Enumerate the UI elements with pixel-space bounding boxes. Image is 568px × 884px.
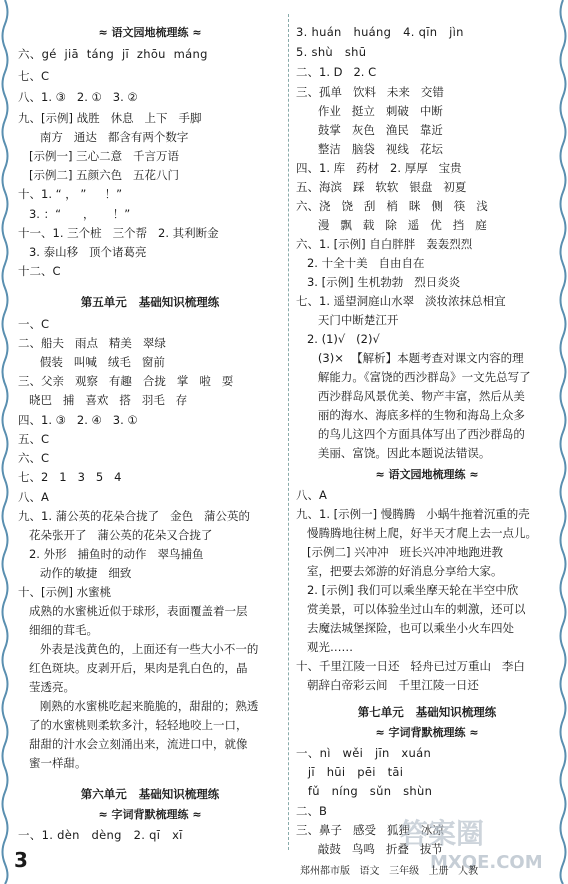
unit-5-heading: 第五单元 基础知识梳理练 [80, 295, 220, 309]
answer-line: 一、C [18, 317, 50, 331]
answer-line: 成熟的水蜜桃近似于球形，表面覆盖着一层 [18, 604, 248, 618]
answer-line: 2. 十全十美 自由自在 [296, 256, 425, 270]
answer-line: 鼓掌 灰色 渔民 靠近 [296, 123, 443, 137]
answer-line: 十、1. “ ， ” ！” [18, 187, 123, 201]
answer-line: (3)× 【解析】本题考查对课文内容的理 [296, 351, 524, 365]
answer-line: 一、1. dèn dèng 2. qī xī [18, 828, 183, 842]
section-heading-zici-2: ≈ 字词背默梳理练 ≈ [375, 726, 479, 739]
answer-line: 七、2 1 3 5 4 [18, 470, 122, 484]
answer-line: 二、B [296, 804, 327, 818]
answer-line: 5. shù shū [296, 45, 367, 59]
answer-line: 去魔法城堡探险，也可以乘坐小火车四处 [296, 621, 514, 635]
answer-line: 六、浇 饶 刮 梢 眯 侧 筷 浅 [296, 199, 488, 213]
right-wave-border [558, 0, 568, 884]
answer-line: 的鸟儿这四个方面具体写出了西沙群岛的 [296, 427, 525, 441]
answer-line: 六、C [18, 451, 50, 465]
answer-line: 3. huán huáng 4. qīn jìn [296, 25, 464, 39]
answer-line: 三、孤单 饮料 未来 交错 [296, 85, 444, 99]
answer-line: 朝辞白帝彩云间 千里江陵一日还 [296, 678, 479, 692]
answer-line: 2. [示例] 我们可以乘坐摩天轮在半空中欣 [296, 583, 519, 597]
answer-line: 外表是浅黄色的，上面还有一些大小不一的 [18, 642, 259, 656]
answer-line: 五、海滨 踩 软软 银盘 初夏 [296, 180, 467, 194]
answer-line: 细细的茸毛。 [18, 623, 98, 637]
answer-line: 三、鼻子 感受 狐狸 冰凉 [296, 823, 444, 837]
answer-line: 室，把要去郊游的好消息分享给大家。 [296, 564, 503, 578]
page-number: 3 [14, 848, 28, 872]
column-divider [288, 14, 289, 850]
answer-line: [示例一] 三心二意 千言万语 [18, 149, 180, 163]
answer-line: 十、[示例] 水蜜桃 [18, 585, 112, 599]
answer-line: 二、1. D 2. C [296, 65, 377, 79]
answer-line: 晓巴 捕 喜欢 搭 羽毛 存 [18, 393, 188, 407]
watermark-logo: 答案圈 [400, 817, 485, 850]
answer-line: 甜甜的汁水会立刻涌出来，流进口中，就像 [18, 737, 248, 751]
answer-line: 作业 挺立 刺破 中断 [296, 104, 443, 118]
answer-line: 观光…… [296, 640, 353, 654]
answer-line: 3. [示例] 生机勃勃 烈日炎炎 [296, 275, 461, 289]
watermark-site: MXQE.COM [430, 852, 543, 873]
answer-line: 六、gé jiā táng jī zhōu máng [18, 47, 208, 61]
answer-line: 十二、C [18, 264, 61, 278]
answer-line: 五、C [18, 432, 50, 446]
answer-line: 八、A [296, 488, 327, 502]
answer-line: 整洁 脑袋 视线 花坛 [296, 142, 443, 156]
answer-line: 一、nì wěi jīn xuán [296, 746, 432, 760]
answer-line: 十、千里江陵一日还 轻舟已过万重山 李白 [296, 659, 525, 673]
answer-line: 美丽、富饶。因此本题说法错误。 [296, 446, 491, 460]
answer-line: 刚熟的水蜜桃吃起来脆脆的，甜甜的；熟透 [18, 699, 259, 713]
section-heading-yuwen-yuandi: ≈ 语文园地梳理练 ≈ [98, 26, 202, 39]
answer-line: 十一、1. 三个桩 三个帮 2. 其利断金 [18, 226, 219, 240]
answer-line: 四、1. 库 药材 2. 厚厚 宝贵 [296, 161, 462, 175]
answer-line: 3. 泰山移 顶个诸葛亮 [18, 245, 147, 259]
left-wave-border [0, 0, 10, 884]
answer-line: 3. ：“ ， ！” [18, 207, 131, 221]
answer-line: 漫 飘 载 除 遥 优 挡 庭 [296, 218, 487, 232]
answer-line: jī hūi pēi tāi [296, 765, 404, 779]
answer-line: 赏美景，可以体验坐过山车的刺激，还可以 [296, 602, 526, 616]
answer-line: 九、1. 蒲公英的花朵合拢了 金色 蒲公英的 [18, 509, 251, 523]
answer-line: 四、1. ③ 2. ④ 3. ① [18, 413, 138, 427]
answer-line: 花朵张开了 蒲公英的花朵又合拢了 [18, 528, 213, 542]
answer-line: 七、C [18, 69, 50, 83]
answer-line: 三、父亲 观察 有趣 合拢 掌 啦 耍 [18, 374, 234, 388]
section-heading-zici: ≈ 字词背默梳理练 ≈ [98, 808, 202, 821]
answer-line: 2. (1)√ (2)√ [296, 332, 380, 346]
answer-line: 九、[示例] 战胜 休息 上下 手脚 [18, 111, 202, 125]
answer-line: 南方 通达 都含有两个数字 [18, 130, 189, 144]
answer-line: 假装 叫喊 绒毛 窗前 [18, 355, 165, 369]
answer-line: [示例二] 五颜六色 五花八门 [18, 168, 180, 182]
answer-line: 丽的海水、海底多样的生物和海岛上众多 [296, 408, 525, 422]
section-heading-yuwen-yuandi-2: ≈ 语文园地梳理练 ≈ [375, 468, 479, 481]
unit-6-heading: 第六单元 基础知识梳理练 [80, 787, 220, 801]
answer-line: 六、1. [示例] 自白胖胖 轰轰烈烈 [296, 237, 473, 251]
answer-line: 敲鼓 鸟鸣 折叠 拔节 [296, 842, 443, 856]
answer-line: 2. 外形 捕鱼时的动作 翠鸟捕鱼 [18, 547, 204, 561]
answer-line: 九、1. [示例一] 慢腾腾 小蜗牛拖着沉重的壳 [296, 507, 530, 521]
answer-line: 八、A [18, 490, 49, 504]
unit-7-heading: 第七单元 基础知识梳理练 [357, 705, 497, 719]
answer-line: 西沙群岛风景优美、物产丰富，然后从美 [296, 389, 525, 403]
answer-line: 莹透亮。 [18, 680, 75, 694]
answer-line: 慢腾腾地往树上爬，好半天才爬上去一点儿。 [296, 526, 537, 540]
answer-line: [示例二] 兴冲冲 班长兴冲冲地跑进教 [296, 545, 504, 559]
answer-line: 天门中断楚江开 [296, 313, 399, 327]
answer-line: 七、1. 遥望洞庭山水翠 淡妆浓抹总相宜 [296, 294, 506, 308]
footer-edition-info: 郑州都市版 语文 三年级 上册 人教 [300, 866, 479, 877]
answer-line: fǔ níng sǔn shùn [296, 784, 433, 798]
answer-line: 二、船夫 雨点 精美 翠绿 [18, 336, 166, 350]
answer-line: 八、1. ③ 2. ① 3. ② [18, 90, 138, 104]
answer-line: 了的水蜜桃则柔软多汁，轻轻地咬上一口， [18, 718, 248, 732]
answer-line: 解能力。《富饶的西沙群岛》一文先总写了 [296, 370, 531, 384]
answer-line: 红色斑块。皮剥开后，果肉是乳白色的，晶 [18, 661, 248, 675]
answer-line: 动作的敏捷 细致 [18, 566, 132, 580]
answer-line: 蜜一样甜。 [18, 756, 87, 770]
